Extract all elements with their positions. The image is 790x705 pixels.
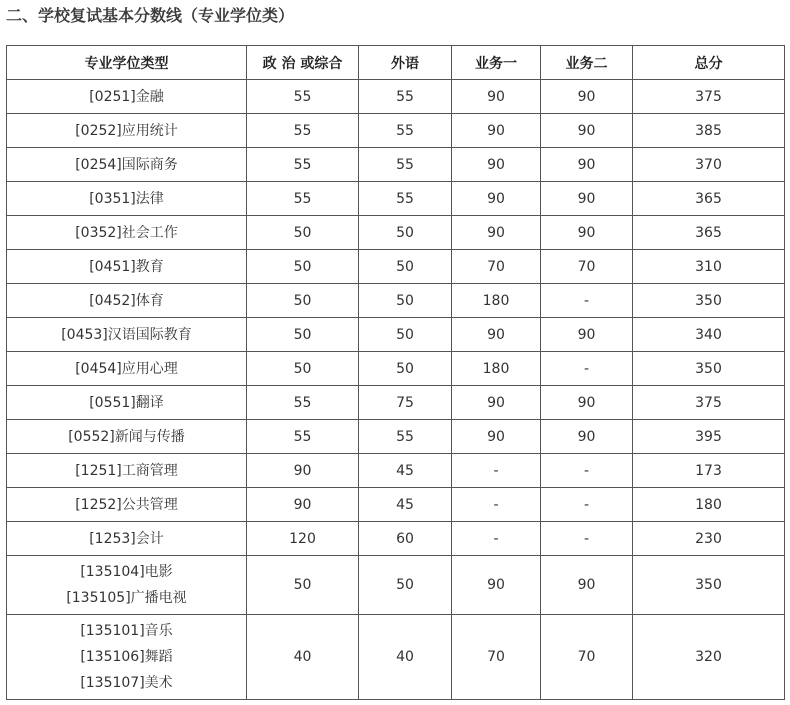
subject-1-cell: 180	[452, 352, 541, 386]
politics-cell: 50	[247, 352, 359, 386]
degree-type-cell	[7, 80, 247, 114]
total-cell: 310	[633, 250, 785, 284]
degree-type-label: [135107]美术	[80, 675, 173, 691]
politics-cell: 55	[247, 80, 359, 114]
table-row	[7, 488, 785, 522]
degree-type-cell	[7, 522, 247, 556]
subject-2-cell: -	[541, 488, 633, 522]
foreign-language-cell: 50	[359, 250, 452, 284]
table-row	[7, 284, 785, 318]
subject-1-cell: 90	[452, 556, 541, 615]
subject-2-cell: 90	[541, 556, 633, 615]
subject-2-cell: -	[541, 522, 633, 556]
politics-cell: 55	[247, 148, 359, 182]
degree-type-label: [1252]公共管理	[75, 496, 178, 513]
degree-type-label: [0452]体育	[89, 292, 164, 309]
subject-1-cell: 90	[452, 318, 541, 352]
foreign-language-cell: 50	[359, 216, 452, 250]
total-cell: 375	[633, 80, 785, 114]
table-row	[7, 114, 785, 148]
subject-2-cell: 90	[541, 216, 633, 250]
politics-cell: 50	[247, 556, 359, 615]
degree-type-label: [0454]应用心理	[75, 360, 178, 377]
degree-type-cell	[7, 488, 247, 522]
subject-1-cell: 180	[452, 284, 541, 318]
subject-2-cell: 90	[541, 386, 633, 420]
subject-1-cell: -	[452, 522, 541, 556]
politics-cell: 55	[247, 420, 359, 454]
subject-1-cell: -	[452, 488, 541, 522]
politics-cell: 120	[247, 522, 359, 556]
table-row	[7, 420, 785, 454]
politics-cell: 90	[247, 454, 359, 488]
total-cell: 370	[633, 148, 785, 182]
table-row	[7, 556, 785, 615]
subject-1-cell: 90	[452, 420, 541, 454]
degree-type-label: [0352]社会工作	[75, 224, 178, 241]
politics-cell: 55	[247, 386, 359, 420]
subject-2-cell: 90	[541, 148, 633, 182]
degree-type-cell	[7, 420, 247, 454]
degree-type-cell	[7, 250, 247, 284]
total-cell: 180	[633, 488, 785, 522]
subject-2-cell: 70	[541, 250, 633, 284]
foreign-language-cell: 50	[359, 352, 452, 386]
table-header-row	[7, 46, 785, 80]
subject-1-cell: 70	[452, 250, 541, 284]
foreign-language-cell: 55	[359, 80, 452, 114]
degree-type-cell	[7, 114, 247, 148]
degree-type-label: [135105]广播电视	[66, 590, 187, 606]
total-cell: 230	[633, 522, 785, 556]
politics-cell: 40	[247, 615, 359, 700]
table-row	[7, 148, 785, 182]
subject-1-cell: 90	[452, 148, 541, 182]
table-row	[7, 454, 785, 488]
foreign-language-cell: 40	[359, 615, 452, 700]
degree-type-label: [0453]汉语国际教育	[61, 326, 192, 343]
degree-type-cell	[7, 318, 247, 352]
subject-2-cell: -	[541, 352, 633, 386]
degree-type-cell	[7, 216, 247, 250]
total-cell: 365	[633, 216, 785, 250]
subject-2-cell: -	[541, 284, 633, 318]
degree-type-label: [1253]会计	[89, 530, 164, 547]
degree-type-cell	[7, 386, 247, 420]
subject-2-cell: 90	[541, 182, 633, 216]
degree-type-label: [0552]新闻与传播	[68, 428, 185, 445]
subject-1-cell: 90	[452, 114, 541, 148]
politics-cell: 50	[247, 318, 359, 352]
degree-type-cell	[7, 284, 247, 318]
degree-type-cell	[7, 454, 247, 488]
subject-2-cell: 90	[541, 114, 633, 148]
degree-type-label: [135104]电影	[80, 564, 173, 580]
header-foreign-language: 外语	[359, 46, 452, 80]
table-row	[7, 182, 785, 216]
subject-1-cell: 70	[452, 615, 541, 700]
header-subject-1: 业务一	[452, 46, 541, 80]
total-cell: 385	[633, 114, 785, 148]
degree-type-label: [0254]国际商务	[75, 156, 178, 173]
foreign-language-cell: 50	[359, 556, 452, 615]
degree-type-label: [0451]教育	[89, 258, 164, 275]
table-row	[7, 352, 785, 386]
foreign-language-cell: 50	[359, 284, 452, 318]
total-cell: 173	[633, 454, 785, 488]
subject-2-cell: 90	[541, 80, 633, 114]
table-row	[7, 250, 785, 284]
foreign-language-cell: 75	[359, 386, 452, 420]
total-cell: 340	[633, 318, 785, 352]
politics-cell: 55	[247, 182, 359, 216]
degree-type-cell	[7, 182, 247, 216]
politics-cell: 55	[247, 114, 359, 148]
table-row	[7, 615, 785, 700]
score-table	[6, 45, 785, 700]
degree-type-cell	[7, 148, 247, 182]
foreign-language-cell: 55	[359, 420, 452, 454]
table-row	[7, 318, 785, 352]
subject-2-cell: 90	[541, 420, 633, 454]
total-cell: 395	[633, 420, 785, 454]
degree-type-label: [0252]应用统计	[75, 122, 178, 139]
header-politics: 政 治 或综合	[247, 46, 359, 80]
subject-2-cell: 70	[541, 615, 633, 700]
degree-type-label: [1251]工商管理	[75, 462, 178, 479]
degree-type-label: [135101]音乐	[80, 623, 173, 639]
foreign-language-cell: 55	[359, 148, 452, 182]
subject-1-cell: 90	[452, 386, 541, 420]
degree-type-cell	[7, 615, 247, 700]
foreign-language-cell: 45	[359, 454, 452, 488]
degree-type-label: [0551]翻译	[89, 394, 164, 411]
politics-cell: 50	[247, 216, 359, 250]
degree-type-cell	[7, 556, 247, 615]
degree-type-label: [0351]法律	[89, 190, 164, 207]
subject-2-cell: -	[541, 454, 633, 488]
degree-type-label: [135106]舞蹈	[80, 649, 173, 665]
subject-1-cell: 90	[452, 182, 541, 216]
degree-type-cell	[7, 352, 247, 386]
subject-2-cell: 90	[541, 318, 633, 352]
total-cell: 365	[633, 182, 785, 216]
table-body	[7, 80, 785, 700]
header-total: 总分	[633, 46, 785, 80]
total-cell: 350	[633, 284, 785, 318]
total-cell: 320	[633, 615, 785, 700]
table-row	[7, 522, 785, 556]
header-subject-2: 业务二	[541, 46, 633, 80]
foreign-language-cell: 60	[359, 522, 452, 556]
section-heading: 二、学校复试基本分数线（专业学位类）	[6, 6, 295, 25]
total-cell: 375	[633, 386, 785, 420]
politics-cell: 90	[247, 488, 359, 522]
foreign-language-cell: 50	[359, 318, 452, 352]
foreign-language-cell: 55	[359, 182, 452, 216]
total-cell: 350	[633, 556, 785, 615]
subject-1-cell: -	[452, 454, 541, 488]
total-cell: 350	[633, 352, 785, 386]
degree-type-label: [0251]金融	[89, 88, 164, 105]
subject-1-cell: 90	[452, 80, 541, 114]
politics-cell: 50	[247, 284, 359, 318]
foreign-language-cell: 55	[359, 114, 452, 148]
table-row	[7, 80, 785, 114]
table-row	[7, 386, 785, 420]
foreign-language-cell: 45	[359, 488, 452, 522]
header-degree-type: 专业学位类型	[7, 46, 247, 80]
politics-cell: 50	[247, 250, 359, 284]
table-row	[7, 216, 785, 250]
subject-1-cell: 90	[452, 216, 541, 250]
